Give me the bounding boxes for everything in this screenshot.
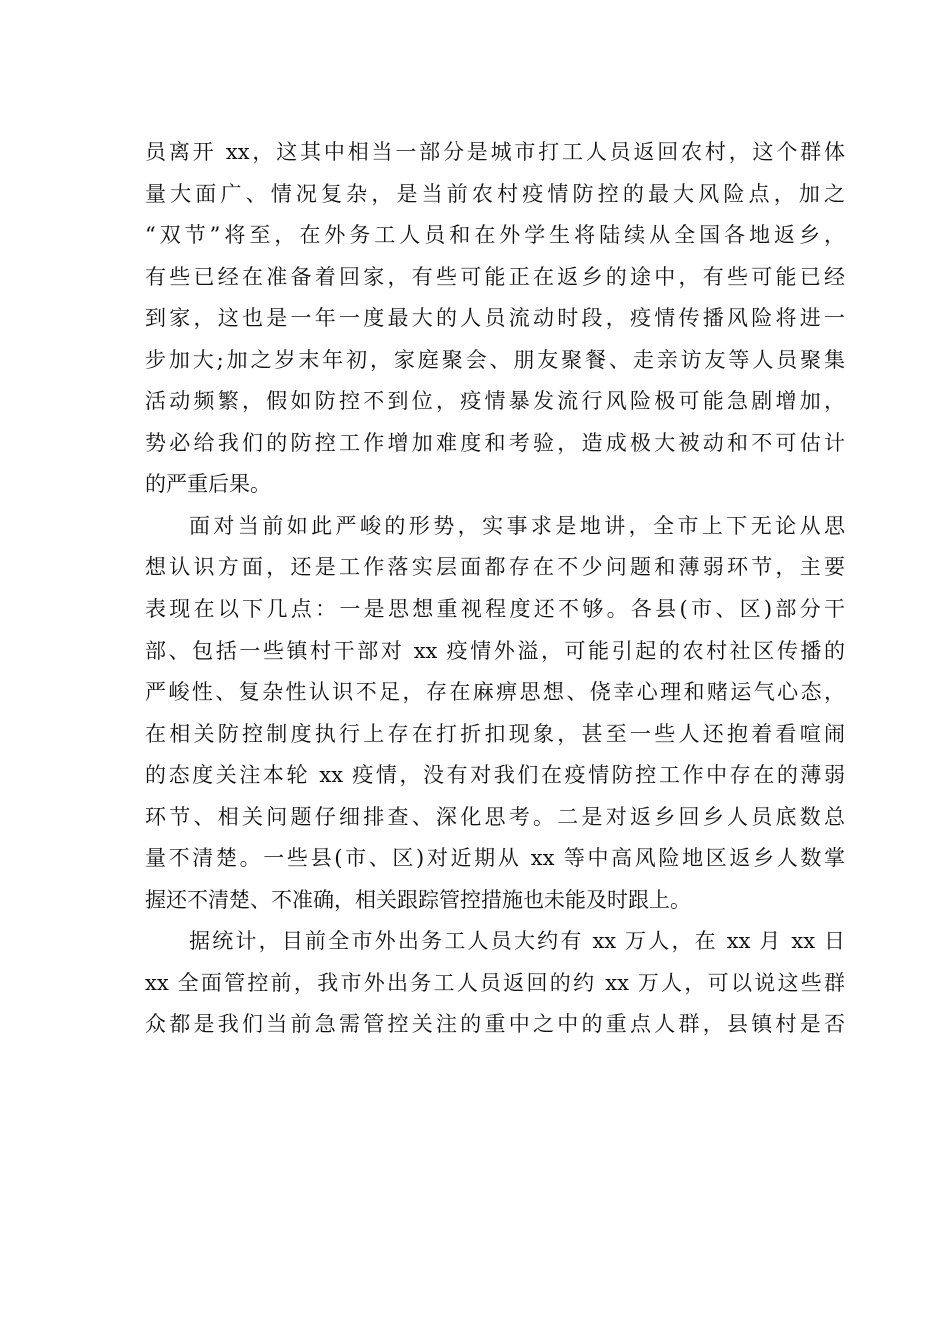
text-line: 的态度关注本轮 xx 疫情，没有对我们在疫情防控工作中存在的薄弱 — [145, 763, 845, 788]
text-line: 到家，这也是一年一度最大的人员流动时段，疫情传播风险将进一 — [145, 306, 845, 331]
text-line: 量不清楚。一些县(市、区)对近期从 xx 等中高风险地区返乡人数掌 — [145, 846, 845, 871]
text-line: 在相关防控制度执行上存在打折扣现象，甚至一些人还抱着看喧闹 — [145, 721, 845, 746]
text-line: 活动频繁，假如防控不到位，疫情暴发流行风险极可能急剧增加， — [145, 389, 845, 414]
text-line: 环节、相关问题仔细排查、深化思考。二是对返乡回乡人员底数总 — [145, 804, 845, 829]
text-line: 员离开 xx，这其中相当一部分是城市打工人员返回农村，这个群体 — [145, 140, 845, 164]
text-line: 握还不清楚、不准确，相关跟踪管控措施也未能及时跟上。 — [145, 887, 691, 912]
text-line: 有些已经在准备着回家，有些可能正在返乡的途中，有些可能已经 — [145, 264, 845, 289]
text-line: 据统计，目前全市外出务工人员大约有 xx 万人，在 xx 月 xx 日 — [189, 929, 845, 954]
text-line: 想认识方面，还是工作落实层面都存在不少问题和薄弱环节，主要 — [145, 555, 845, 580]
document-body — [145, 132, 845, 1046]
text-line: 势必给我们的防控工作增加难度和考验，造成极大被动和不可估计 — [145, 430, 845, 455]
text-line: xx 全面管控前，我市外出务工人员返回的约 xx 万人，可以说这些群 — [145, 970, 845, 995]
text-line: 面对当前如此严峻的形势，实事求是地讲，全市上下无论从思 — [189, 513, 845, 538]
text-line: 众都是我们当前急需管控关注的重中之中的重点人群，县镇村是否 — [145, 1012, 845, 1037]
text-line: 表现在以下几点：一是思想重视程度还不够。各县(市、区)部分干 — [145, 597, 845, 622]
text-line: “双节”将至，在外务工人员和在外学生将陆续从全国各地返乡， — [145, 223, 845, 248]
text-line: 步加大;加之岁末年初，家庭聚会、朋友聚餐、走亲访友等人员聚集 — [145, 347, 845, 372]
text-line: 量大面广、情况复杂，是当前农村疫情防控的最大风险点，加之 — [145, 181, 845, 206]
text-line: 部、包括一些镇村干部对 xx 疫情外溢，可能引起的农村社区传播的 — [145, 638, 845, 663]
text-line: 的严重后果。 — [145, 472, 271, 497]
text-line: 严峻性、复杂性认识不足，存在麻痹思想、侥幸心理和赌运气心态， — [145, 680, 845, 705]
